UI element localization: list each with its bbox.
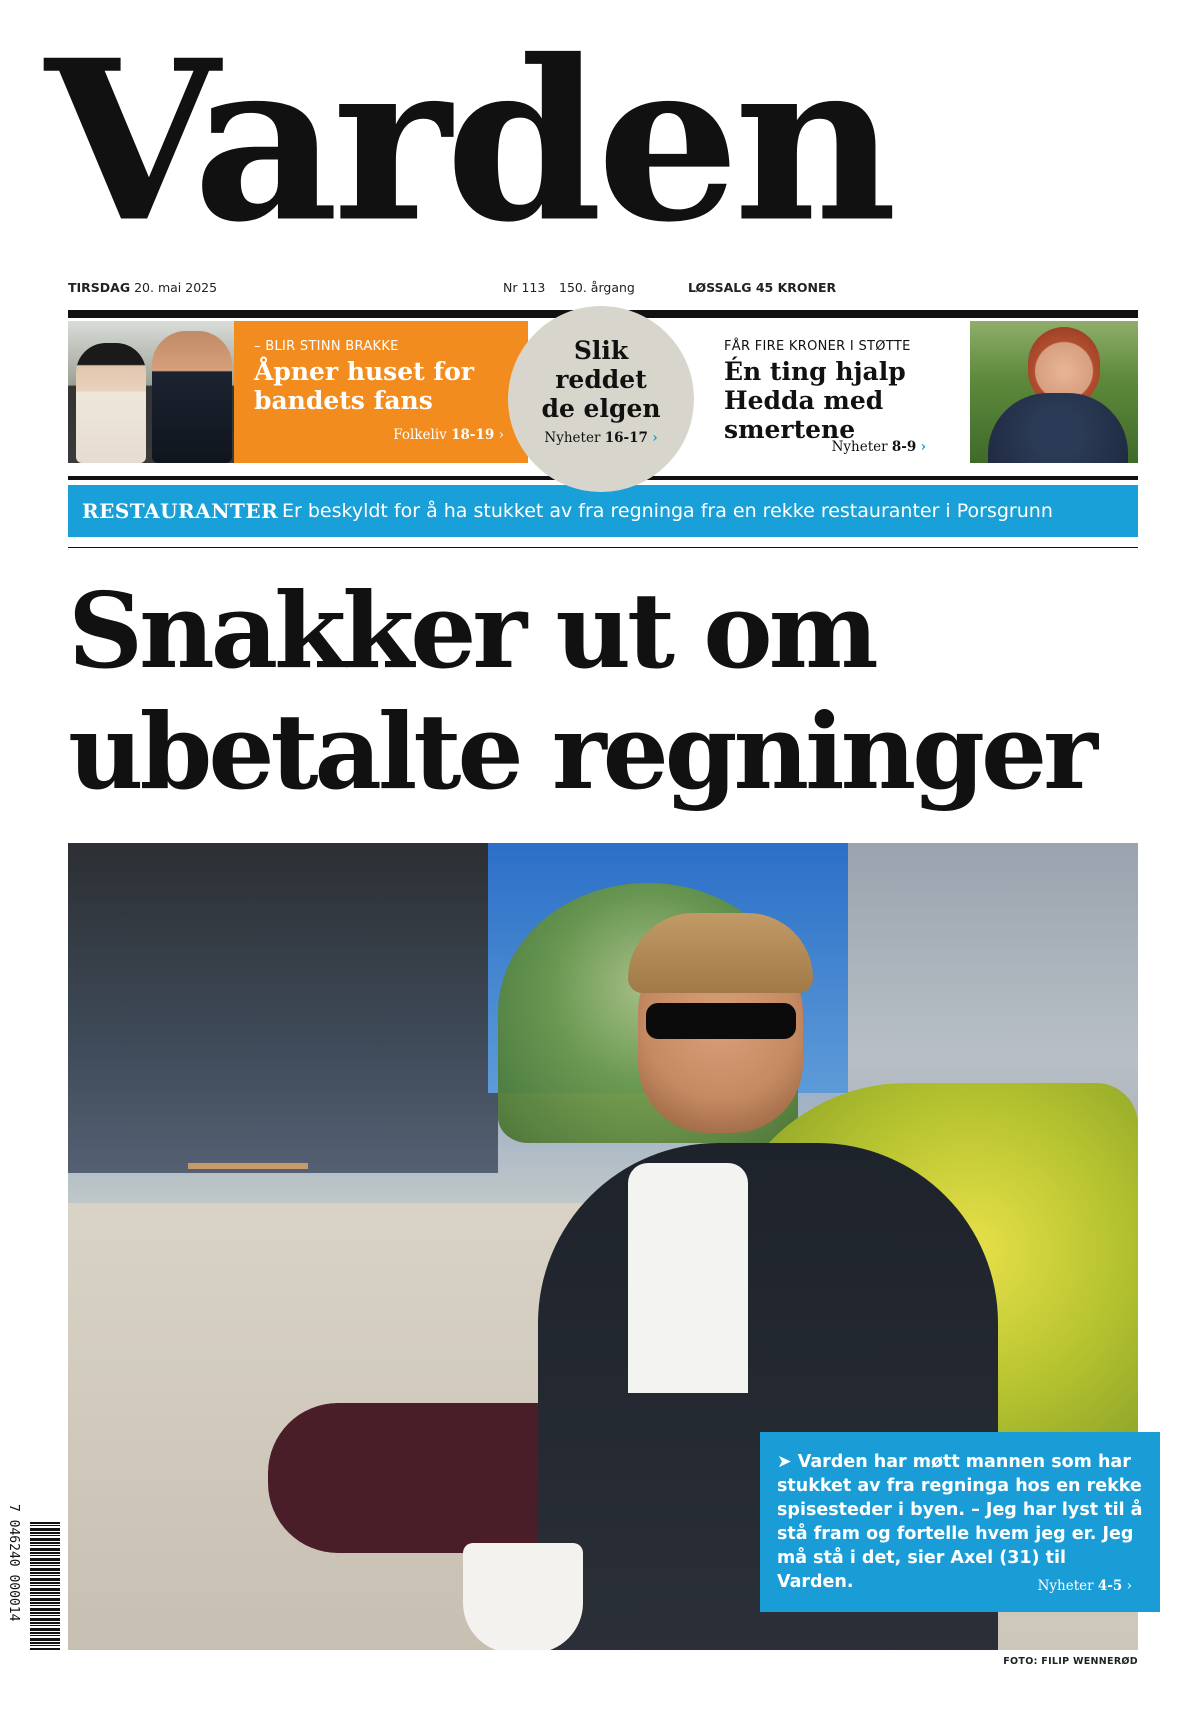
chevron-right-icon: ➤ (777, 1452, 792, 1472)
teaser-center-ref-pages: 16-17 (604, 430, 648, 446)
teaser-center-ref (508, 430, 694, 446)
factbox-text (777, 1450, 1147, 1594)
topic-banner[interactable] (68, 485, 1138, 537)
photo-person-man (152, 331, 232, 463)
banner-text: Er beskyldt for å ha stukket av fra regninga fra en rekke restauranter i Porsgrunn (282, 500, 1053, 522)
masthead-logo: Varden (45, 12, 892, 272)
dateline (68, 280, 1138, 300)
photo-person-woman (76, 343, 146, 463)
teaser-strip (68, 318, 1138, 464)
barcode-bars (30, 1522, 60, 1650)
photo-person-woman-body (988, 393, 1128, 463)
banner-bottom-rule (68, 547, 1138, 548)
teaser-right-kicker: FÅR FIRE KRONER I STØTTE (724, 339, 911, 354)
photo-man-cap (628, 913, 813, 993)
teaser-right-ref-pages: 8-9 (891, 439, 917, 455)
teaser-left-headline: Åpner huset for bandets fans (254, 357, 475, 415)
date: 20. mai 2025 (134, 280, 218, 295)
teaser-right-photo[interactable] (970, 321, 1138, 463)
chevron-right-icon: › (498, 427, 504, 443)
barcode (0, 1500, 60, 1650)
barcode-number: 7 046240 000014 (6, 1504, 21, 1622)
teaser-left-ref (393, 427, 504, 443)
teaser-right-ref-section: Nyheter (831, 439, 888, 455)
teaser-right-headline: Én ting hjalp Hedda med smertene (724, 357, 906, 444)
chevron-right-icon: › (652, 430, 658, 446)
photo-building-left (68, 843, 498, 1173)
teaser-left-ref-pages: 18-19 (451, 427, 495, 443)
teaser-left-photo[interactable] (68, 321, 234, 463)
photo-man-sunglasses (646, 1003, 796, 1039)
volume: 150. årgang (559, 280, 635, 295)
teaser-center-headline-text: Slik reddet de elgen (541, 336, 661, 423)
teaser-center-headline (508, 336, 694, 423)
publication-date (68, 280, 217, 295)
chevron-right-icon: › (1126, 1578, 1132, 1594)
price: LØSSALG 45 KRONER (688, 280, 837, 295)
photo-coffee-cup (463, 1543, 583, 1650)
factbox-body: Varden har møtt mannen som har stukket av fra regninga hos en rekke spisesteder i byen. – Jeg har lyst til å stå fram og fortelle hvem jeg er. Jeg må stå i det, sier Axel (31) til Varden. (777, 1452, 1143, 1592)
masthead (45, 12, 892, 280)
chevron-right-icon: › (920, 439, 926, 455)
banner-label: RESTAURANTER (82, 499, 279, 523)
photo-credit: FOTO: FILIP WENNERØD (1003, 1656, 1138, 1667)
teaser-left-kicker: – BLIR STINN BRAKKE (254, 339, 399, 354)
teaser-left[interactable] (234, 321, 528, 463)
factbox-ref-pages: 4-5 (1097, 1578, 1123, 1594)
factbox-ref-section: Nyheter (1037, 1578, 1094, 1594)
teaser-left-ref-section: Folkeliv (393, 427, 447, 443)
factbox[interactable] (760, 1432, 1160, 1612)
issue-number: Nr 113 (503, 280, 546, 295)
photo-cafe-table (188, 1163, 308, 1289)
main-headline[interactable]: Snakker ut om ubetalte regninger (68, 569, 1094, 813)
factbox-ref (1038, 1578, 1132, 1594)
teaser-right[interactable] (718, 321, 948, 463)
photo-man-shirt (628, 1163, 748, 1393)
weekday: TIRSDAG (68, 280, 131, 295)
teaser-center-ref-section: Nyheter (544, 430, 601, 446)
teaser-center-circle[interactable] (508, 306, 694, 492)
teaser-right-ref (832, 439, 926, 455)
